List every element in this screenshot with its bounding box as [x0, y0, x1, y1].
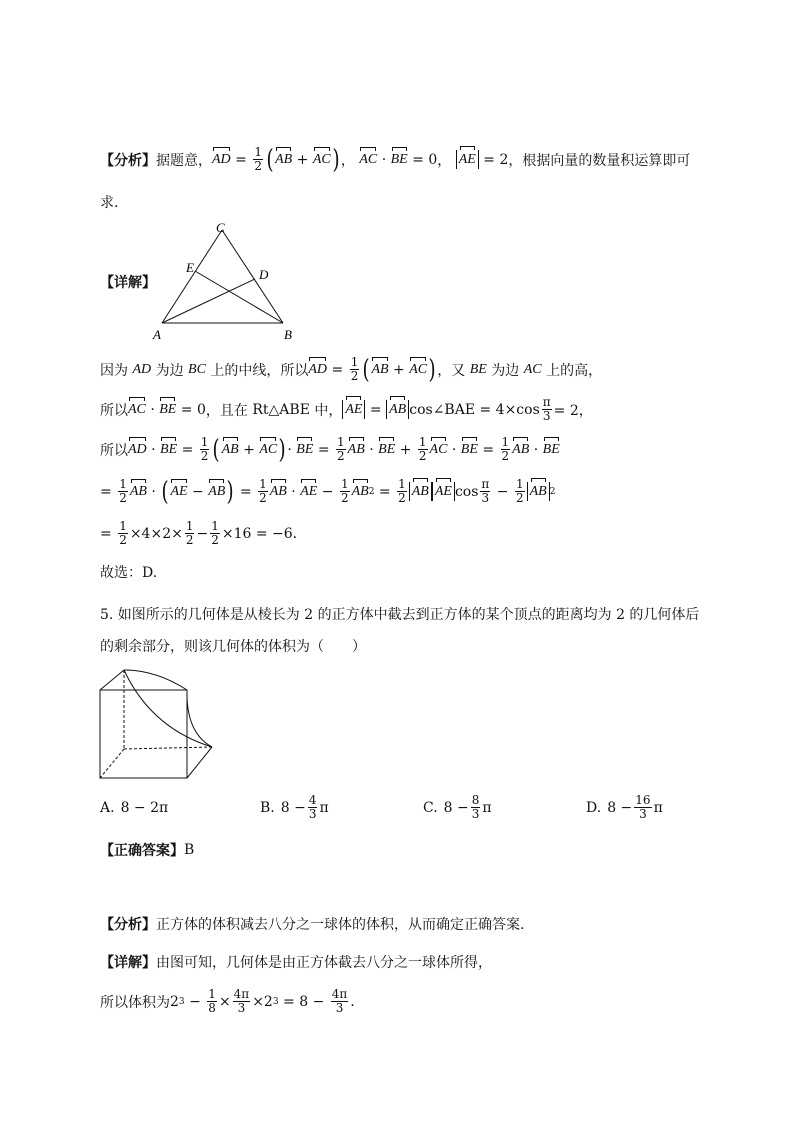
step4-line: = $\frac{1}{2}$ AB · ( AE − AB ) = $\frac{1}{2}$ AB · AE − $\frac{1}{2}$ AB 2 = $\frac{1}{2}$ AB AE cos $\frac{\pi}{3}$ − $\frac{1}{2}$ AB 2 [100, 476, 556, 507]
step2-line: 所以 AC · BE = 0 ，且在 Rt△ABE 中， AE = AB cos∠BAE = 4×cos $\frac{\pi}{3}$ = 2， [100, 395, 593, 423]
volume-line: 所以体积为 2 3 − $\frac{1}{8}$ × $\frac{4\pi}{3}$ ×2 3 = 8 − $\frac{4\pi}{3}$ . [100, 987, 355, 1015]
result-text: 故选：D. [100, 565, 158, 581]
step1-line: 因为 AD 为边 BC 上的中线，所以 AD = $\frac{1}{2}$ ( AB + AC ) ，又 BE 为边 AC 上的高， [100, 354, 603, 385]
analysis-tag: 【分析】 [100, 152, 156, 169]
label-b: B [284, 327, 292, 342]
analysis2-line: 【分析】 正方体的体积减去八分之一球体的体积，从而确定正确答案. [100, 917, 525, 933]
label-a: A [153, 327, 161, 342]
detail2-line: 【详解】 由图可知，几何体是由正方体截去八分之一球体所得， [100, 955, 492, 971]
question-line1: 5. 如图所示的几何体是从棱长为 2 的正方体中截去到正方体的某个顶点的距离均为 2 的几何体后 [100, 607, 700, 623]
option-d[interactable]: D. 8 − $\frac{16}{3}$ π [586, 793, 663, 821]
question-line2: 的剩余部分，则该几何体的体积为（ ） [100, 639, 366, 655]
cube-figure [96, 668, 221, 783]
analysis-lead: 据题意， [156, 152, 212, 169]
label-d: D [259, 267, 269, 282]
analysis-cont: 求. [100, 195, 119, 211]
detail-tag: 【详解】 [100, 275, 156, 291]
triangle-figure [150, 220, 300, 345]
option-c[interactable]: C. 8 − $\frac{8}{3}$ π [423, 793, 492, 821]
analysis-comma: ， [340, 152, 355, 169]
step3-line: 所以 AD · BE = $\frac{1}{2}$ ( AB + AC ) · BE = $\frac{1}{2}$ AB · BE + $\frac{1}{2}$ AC · BE = $\frac{1}{2}$ AB · BE [100, 434, 560, 465]
step5-line: = $\frac{1}{2}$ ×4×2× $\frac{1}{2}$ − $\frac{1}{2}$ ×16 = −6. [100, 519, 298, 547]
option-a[interactable]: A. 8 − 2π [100, 800, 169, 816]
formula-frac: $\frac{1}{2}$ [254, 145, 262, 173]
analysis-end: ，根据向量的数量积运算即可 [508, 152, 691, 169]
label-e: E [186, 260, 194, 275]
formula-vec: AD [212, 151, 231, 167]
option-b[interactable]: B. 8 − $\frac{4}{3}$ π [260, 793, 329, 821]
answer-line: 【正确答案】 B [100, 842, 195, 859]
label-c: C [216, 220, 225, 235]
analysis-line: 【分析】 据题意， AD = $\frac{1}{2}$ ( AB + AC ) ， AC · BE = 0 ， AE = 2 ，根据向量的数量积运算即可 [100, 144, 691, 175]
formula-abs: AE [456, 150, 479, 169]
analysis-comma2: ， [437, 152, 452, 169]
